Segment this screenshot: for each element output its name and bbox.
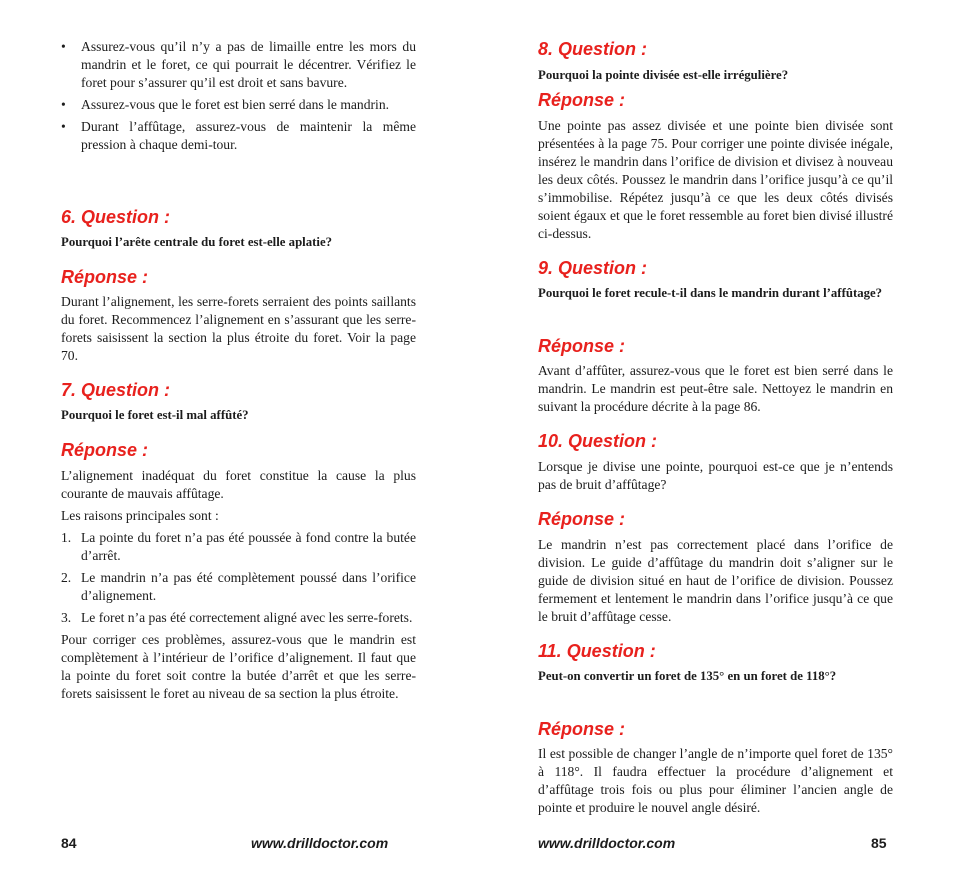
left-page-number: 84	[61, 835, 77, 851]
answer-10-text: Le mandrin n’est pas correctement placé dans l’orifice de division. Le guide d’affûtage du mandrin doit s’aligner sur le guide de division situé en haut de l’orifice de division. Poussez fermement et lentement le mandrin dans l’orifice jusqu’à ce que le bruit d’affûtage cesse.	[538, 537, 893, 624]
list-item: • Assurez-vous qu’il n’y a pas de limaille entre les mors du mandrin et le foret, ce qui pourrait le décentrer. Vérifiez le foret pour s’assurer qu’il est droit et sans bavure.	[61, 39, 416, 90]
question-9-text: Pourquoi le foret recule-t-il dans le mandrin durant l’affûtage?	[538, 286, 883, 300]
question-9-heading: 9. Question :	[538, 258, 648, 278]
question-10-text: Lorsque je divise une pointe, pourquoi est-ce que je n’entends pas de bruit d’affûtage?	[538, 459, 893, 492]
reasons-list	[61, 529, 416, 627]
answer-7-heading: Réponse :	[61, 440, 149, 460]
answer-7-body	[61, 467, 416, 703]
bullet-list	[61, 38, 416, 154]
answer-8-text: Une pointe pas assez divisée et une pointe bien divisée sont présentées à la page 75. Pour corriger une pointe divisée inégale, insérez le mandrin dans l’orifice de division et divisez à nouveau les deux côtés. Poussez le mandrin dans l’orifice jusqu’à ce qu’il s’immobilise. Répétez jusqu’à ce que les deux côtés divisés soient égaux et que le foret ressemble au foret bien divisé illustré ci-dessus.	[538, 118, 893, 241]
list-item: • Assurez-vous que le foret est bien serré dans le mandrin.	[61, 97, 390, 112]
question-7-text: Pourquoi le foret est-il mal affûté?	[61, 408, 249, 422]
answer-11-text: Il est possible de changer l’angle de n’importe quel foret de 135° à 118°. Il faudra effectuer la procédure d’alignement et d’affûtage trois fois ou plus pour éliminer l’ancien angle de pointe et produire le nouvel angle désiré.	[538, 746, 893, 815]
answer-10-heading: Réponse :	[538, 509, 626, 529]
answer-9-text: Avant d’affûter, assurez-vous que le foret est bien serré dans le mandrin. Le mandrin est peut-être sale. Nettoyez le mandrin en suivant la procédure décrite à la page 86.	[538, 363, 893, 414]
list-item: 2. Le mandrin n’a pas été complètement poussé dans l’orifice d’alignement.	[61, 570, 416, 603]
question-11-text: Peut-on convertir un foret de 135° en un foret de 118°?	[538, 669, 837, 683]
right-page-number: 85	[871, 835, 887, 851]
right-website: www.drilldoctor.com	[538, 835, 676, 851]
list-item: 3. Le foret n’a pas été correctement aligné avec les serre-forets.	[61, 610, 413, 625]
question-6-heading: 6. Question :	[61, 207, 171, 227]
question-6-text: Pourquoi l’arête centrale du foret est-elle aplatie?	[61, 235, 333, 249]
list-item: • Durant l’affûtage, assurez-vous de maintenir la même pression à chaque demi-tour.	[61, 119, 416, 152]
question-11-heading: 11. Question :	[538, 641, 656, 661]
list-item: 1. La pointe du foret n’a pas été poussée à fond contre la butée d’arrêt.	[61, 530, 416, 563]
answer-7-intro: L’alignement inadéquat du foret constitue la cause la plus courante de mauvais affûtage.	[61, 468, 416, 501]
question-10-heading: 10. Question :	[538, 431, 658, 451]
answer-8-heading: Réponse :	[538, 90, 626, 110]
answer-7-fix: Pour corriger ces problèmes, assurez-vous que le mandrin est complètement à l’intérieur de l’orifice d’alignement. Il faut que la pointe du foret soit contre la butée d’arrêt et que les serre-forets saisissent le foret au niveau de sa section la plus étroite.	[61, 632, 416, 701]
answer-11-heading: Réponse :	[538, 719, 626, 739]
answer-6-heading: Réponse :	[61, 267, 149, 287]
question-8-heading: 8. Question :	[538, 39, 648, 59]
answer-9-heading: Réponse :	[538, 336, 626, 356]
question-7-heading: 7. Question :	[61, 380, 171, 400]
answer-7-reasons-label: Les raisons principales sont :	[61, 508, 219, 523]
question-8-text: Pourquoi la pointe divisée est-elle irrégulière?	[538, 68, 789, 82]
left-website: www.drilldoctor.com	[251, 835, 389, 851]
answer-6-text: Durant l’alignement, les serre-forets serraient des points saillants du foret. Recommencez l’alignement en s’assurant que les serre-forets saisissent la section la plus étroite du foret. Voir la page 70.	[61, 294, 416, 363]
